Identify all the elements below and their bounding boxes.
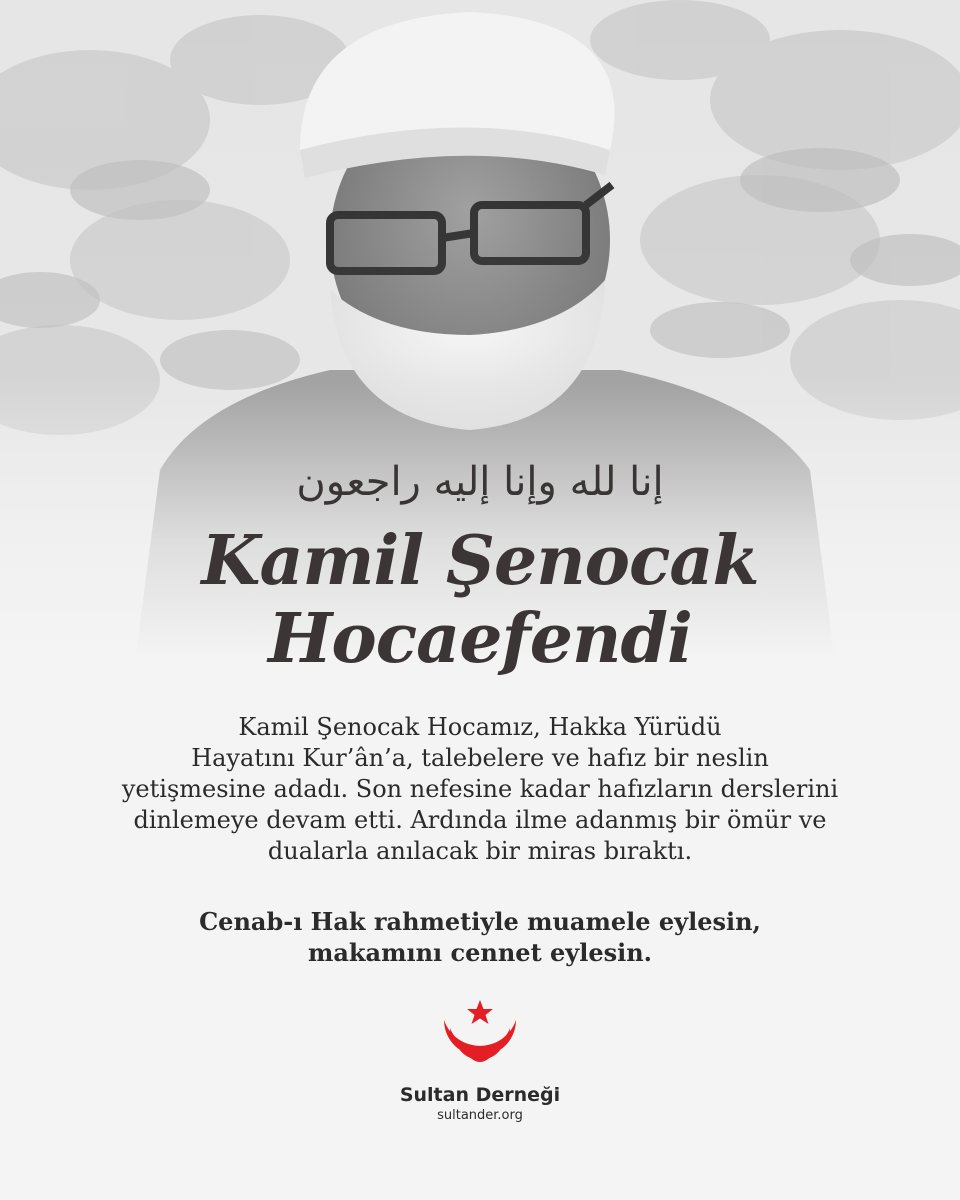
- obituary-line: Hayatını Kur’ân’a, talebelere ve hafız bir neslin: [191, 744, 769, 772]
- organization-url: sultander.org: [437, 1108, 523, 1123]
- obituary-line: dinlemeye devam etti. Ardında ilme adanmış bir ömür ve: [133, 806, 827, 834]
- obituary-line: Kamil Şenocak Hocamız, Hakka Yürüdü: [238, 713, 722, 741]
- obituary-text: [120, 712, 840, 867]
- page-title: [0, 522, 960, 678]
- organization-name: Sultan Derneği: [399, 1084, 561, 1106]
- obituary-line: dualarla anılacak bir miras bıraktı.: [267, 837, 693, 865]
- title-line-honorific: Hocaefendi: [268, 599, 692, 679]
- obituary-line: yetişmesine adadı. Son nefesine kadar hafızların derslerini: [121, 775, 839, 803]
- prayer-line: makamını cennet eylesin.: [307, 938, 653, 967]
- prayer-line: Cenab-ı Hak rahmetiyle muamele eylesin,: [199, 907, 761, 936]
- title-line-name: Kamil Şenocak: [201, 521, 759, 601]
- crescent-star-logo-icon: [400, 998, 560, 1078]
- arabic-calligraphy-phrase: إنا لله وإنا إليه راجعون: [296, 459, 664, 505]
- prayer-text: [120, 906, 840, 968]
